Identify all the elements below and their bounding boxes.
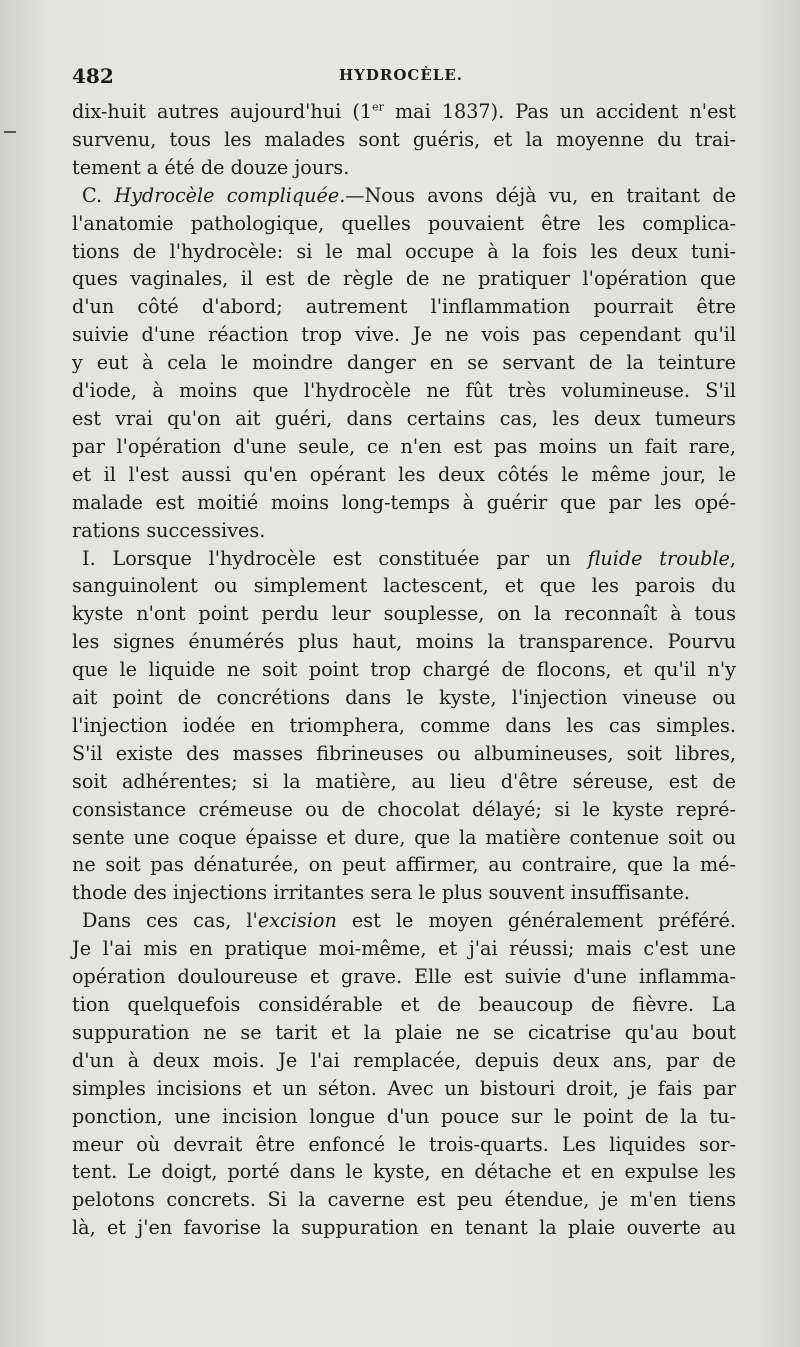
text-line: ait point de concrétions dans le kyste, l'injection vineuse ou — [72, 686, 736, 710]
text-line: ques vaginales, il est de règle de ne pratiquer l'opération que — [72, 267, 736, 291]
text-line: kyste n'ont point perdu leur souplesse, on la reconnaît à tous — [72, 602, 736, 626]
text-line: Je l'ai mis en pratique moi-même, et j'ai réussi; mais c'est une — [72, 937, 736, 961]
text-line: consistance crémeuse ou de chocolat délayé; si le kyste repré- — [72, 797, 736, 821]
section-title: Hydrocèle compliquée. — [114, 183, 346, 207]
text-line: l'injection iodée en triomphera, comme dans les cas simples. — [72, 713, 736, 737]
paragraph-first-line: I. Lorsque l'hydrocèle est constituée par un fluide trouble, — [82, 546, 736, 570]
text-line: ponction, une incision longue d'un pouce sur le point de la tu- — [72, 1104, 736, 1128]
text-line: suppuration ne se tarit et la plaie ne se cicatrise qu'au bout — [72, 1020, 736, 1044]
text-line: survenu, tous les malades sont guéris, et la moyenne du trai- — [72, 127, 736, 151]
page-header — [70, 64, 732, 94]
text-line: opération douloureuse et grave. Elle est suivie d'une inflamma- — [72, 965, 736, 989]
text-line: S'il existe des masses fibrineuses ou albumineuses, soit libres, — [72, 741, 736, 765]
text-line: est vrai qu'on ait guéri, dans certains cas, les deux tumeurs — [72, 406, 736, 430]
text-line: les signes énumérés plus haut, moins la transparence. Pourvu — [72, 630, 736, 654]
running-head: HYDROCÈLE. — [339, 66, 463, 84]
text-line: soit adhérentes; si la matière, au lieu d'être séreuse, est de — [72, 769, 736, 793]
text-line: tions de l'hydrocèle: si le mal occupe à la fois les deux tuni- — [72, 239, 736, 263]
text-line: thode des injections irritantes sera le plus souvent insuffisante. — [72, 881, 690, 905]
text-line: dix-huit autres aujourd'hui (1er mai 1837). Pas un accident n'est — [72, 100, 736, 123]
text-line: et il l'est aussi qu'en opérant les deux côtés le même jour, le — [72, 462, 736, 486]
text-line: meur où devrait être enfoncé le trois-quarts. Les liquides sor- — [72, 1132, 736, 1156]
text-line: ne soit pas dénaturée, on peut affirmer, au contraire, que la mé- — [72, 853, 736, 877]
body-text — [72, 98, 736, 1242]
text-line: d'un à deux mois. Je l'ai remplacée, depuis deux ans, par de — [72, 1048, 736, 1072]
margin-mark — [4, 131, 16, 133]
text-line: là, et j'en favorise la suppuration en tenant la plaie ouverte au — [72, 1216, 736, 1240]
paragraph-first-line: Dans ces cas, l'excision est le moyen généralement préféré. — [82, 909, 736, 933]
text-line: rations successives. — [72, 518, 266, 542]
text-line: simples incisions et un séton. Avec un bistouri droit, je fais par — [72, 1076, 736, 1100]
text-line: sente une coque épaisse et dure, que la matière contenue soit ou — [72, 825, 736, 849]
text-line: tent. Le doigt, porté dans le kyste, en détache et en expulse les — [72, 1160, 736, 1184]
page-number: 482 — [72, 64, 114, 88]
text-line: par l'opération d'une seule, ce n'en est pas moins un fait rare, — [72, 434, 736, 458]
text-line: que le liquide ne soit point trop chargé de flocons, et qu'il n'y — [72, 658, 736, 682]
text-line: d'un côté d'abord; autrement l'inflammation pourrait être — [72, 295, 736, 319]
text-line: malade est moitié moins long-temps à guérir que par les opé- — [72, 490, 736, 514]
text-line: tement a été de douze jours. — [72, 155, 350, 179]
paragraph-heading-line: C. Hydrocèle compliquée.—Nous avons déjà vu, en traitant de — [82, 183, 736, 207]
text-line: y eut à cela le moindre danger en se servant de la teinture — [72, 351, 736, 375]
text-line: tion quelquefois considérable et de beaucoup de fièvre. La — [72, 993, 736, 1016]
text-line: d'iode, à moins que l'hydrocèle ne fût très volumineuse. S'il — [72, 379, 736, 403]
text-line: pelotons concrets. Si la caverne est peu étendue, je m'en tiens — [72, 1188, 736, 1212]
text-line: l'anatomie pathologique, quelles pouvaient être les complica- — [72, 211, 736, 235]
text-line: suivie d'une réaction trop vive. Je ne vois pas cependant qu'il — [72, 323, 736, 347]
text-line: sanguinolent ou simplement lactescent, et que les parois du — [72, 574, 736, 598]
